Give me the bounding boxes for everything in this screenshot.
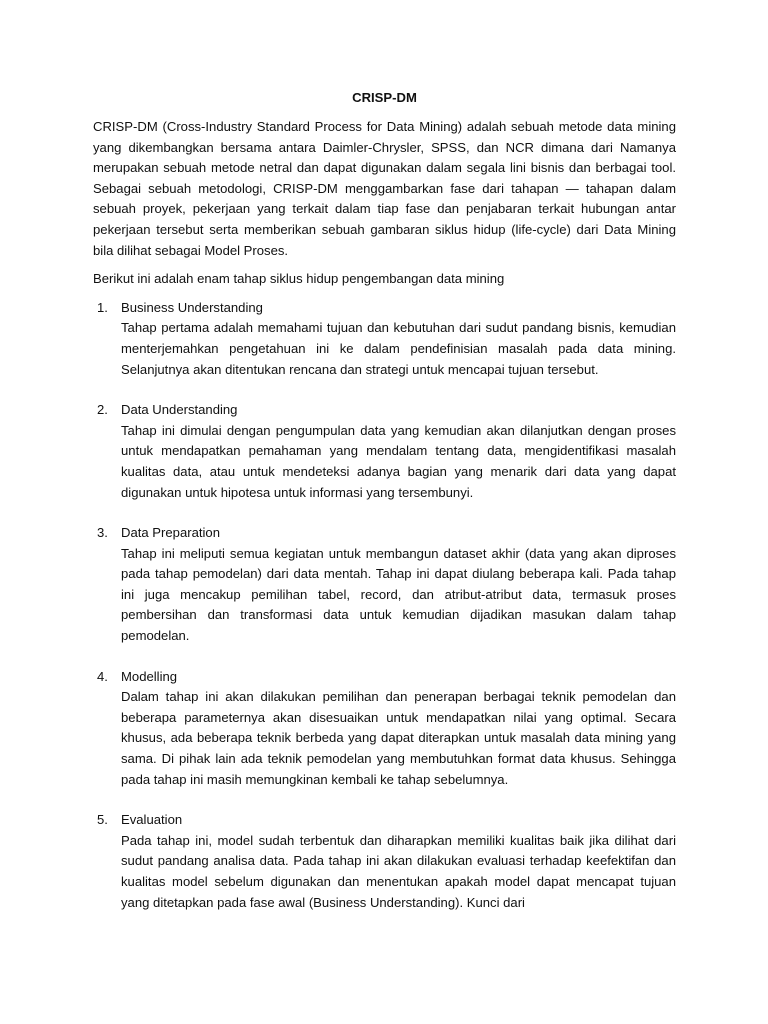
step-title: Modelling (121, 668, 178, 684)
list-item (93, 810, 676, 913)
list-item (93, 523, 676, 647)
steps-list (93, 298, 676, 913)
step-title: Data Understanding (121, 402, 238, 418)
step-body: Dalam tahap ini akan dilakukan pemilihan dan penerapan berbagai teknik pemodelan dan beberapa parameternya akan disesuaikan untuk mendapatkan nilai yang optimal. Secara khusus, ada beberapa teknik berbeda yang dapat diterapkan untuk masalah data mining yang sama. Di pihak lain ada teknik pemodelan yang membutuhkan format data khusus. Sehingga pada tahap ini masih memungkinan kembali ke tahap sebelumnya. (121, 689, 676, 787)
step-number: 2. (97, 402, 108, 418)
document-title: CRISP-DM (352, 90, 417, 105)
step-number: 1. (97, 299, 108, 315)
lead-paragraph: Berikut ini adalah enam tahap siklus hidup pengembangan data mining (93, 271, 505, 287)
intro-paragraph: CRISP-DM (Cross-Industry Standard Process for Data Mining) adalah sebuah metode data mining yang dikembangkan bersama antara Daimler-Chrysler, SPSS, dan NCR dimana dari Namanya merupakan sebuah metode netral dan dapat digunakan dalam segala lini bisnis dan berbagai tool. Sebagai sebuah metodologi, CRISP-DM menggambarkan fase dari tahapan — tahapan dalam sebuah proyek, pekerjaan yang terkait dalam tiap fase dan penjabaran terkait hubungan antar pekerjaan tersebut serta memberikan sebuah gambaran siklus hidup (life-cycle) dari Data Mining bila dilihat sebagai Model Proses. (93, 119, 676, 258)
step-body: Tahap ini dimulai dengan pengumpulan data yang kemudian akan dilanjutkan dengan proses untuk mendapatkan pemahaman yang mendalam tentang data, mengidentifikasi masalah kualitas data, atau untuk mendeteksi adanya bagian yang menarik dari data yang dapat digunakan untuk hipotesa untuk informasi yang tersembunyi. (121, 422, 676, 500)
list-item (93, 400, 676, 503)
step-body: Tahap pertama adalah memahami tujuan dan kebutuhan dari sudut pandang bisnis, kemudian menterjemahkan pengetahuan ini ke dalam pendefinisian masalah pada data mining. Selanjutnya akan ditentukan rencana dan strategi untuk mencapai tujuan tersebut. (121, 320, 676, 377)
step-title: Evaluation (121, 812, 183, 828)
step-body: Pada tahap ini, model sudah terbentuk dan diharapkan memiliki kualitas baik jika dilihat dari sudut pandang analisa data. Pada tahap ini akan dilakukan evaluasi terhadap keefektifan dan kualitas model sebelum digunakan dan menentukan apakah model dapat mencapat tujuan yang ditetapkan pada fase awal (Business Understanding). Kunci dari (121, 832, 676, 910)
step-number: 5. (97, 812, 108, 828)
step-number: 4. (97, 668, 108, 684)
list-item (93, 298, 676, 380)
step-number: 3. (97, 525, 108, 541)
step-title: Business Understanding (121, 299, 263, 315)
list-item (93, 667, 676, 791)
step-title: Data Preparation (121, 525, 220, 541)
step-body: Tahap ini meliputi semua kegiatan untuk membangun dataset akhir (data yang akan diproses pada tahap pemodelan) dari data mentah. Tahap ini dapat diulang beberapa kali. Pada tahap ini juga mencakup pemilihan tabel, record, dan atribut-atribut data, termasuk proses pembersihan dan transformasi data untuk kemudian dijadikan masukan dalam tahap pemodelan. (121, 545, 676, 644)
